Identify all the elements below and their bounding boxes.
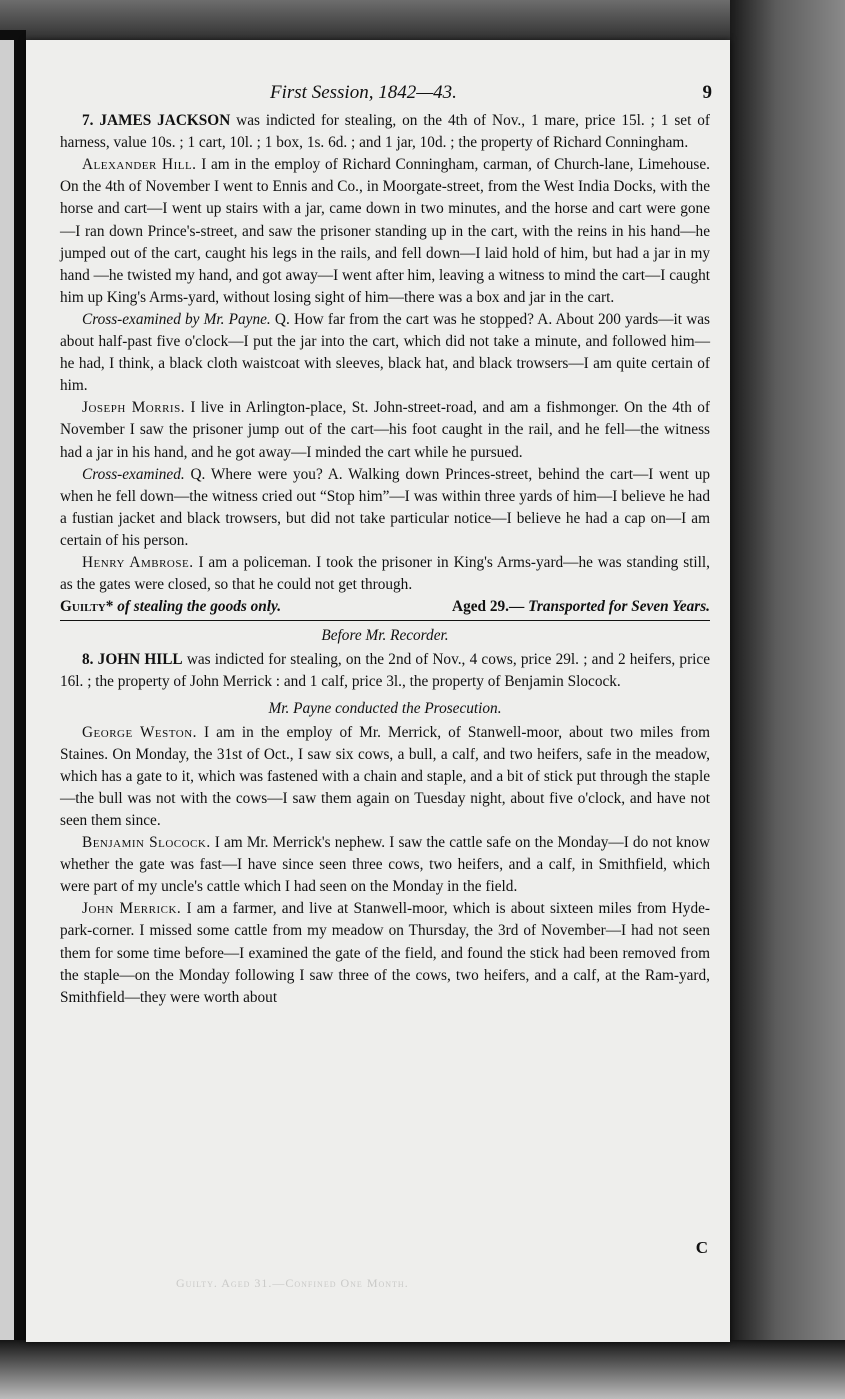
testimony-text: I am in the employ of Mr. Merrick, of Stanwell-moor, about two miles from Staines. On Monday, the 31st of Oct., I saw six cows, a bull, a calf, and two heifers, safe in the meadow, which has a gate to it, which was fastened with a chain and staple, and a bit of stick put through the staple—the bull was not with the cows—I saw them again on Tuesday night, about five o'clock, and have not seen them since. <box>60 723 710 829</box>
case-8-number-name: 8. JOHN HILL <box>82 651 183 669</box>
page-header <box>60 82 710 104</box>
cross-text: Q. How far from the cart was he stopped? A. About 200 yards—it was about half-past five o'clock—I put the jar into the cart, which did not take a minute, and followed him—he had, I think, a black cloth waistcoat with sleeves, black hat, and black trowsers—I am quite certain of him. <box>60 310 710 395</box>
verdict-detail: of stealing the goods only. <box>113 598 282 616</box>
testimony-alexander-hill <box>60 154 710 309</box>
document-page <box>26 40 730 1342</box>
testimony-benjamin-slocock <box>60 832 710 898</box>
case-8-indictment <box>60 649 710 693</box>
witness-name: Henry Ambrose. <box>82 553 194 571</box>
testimony-text: I am in the employ of Richard Conningham, carman, of Church-lane, Limehouse. On the 4th of November I went to Ennis and Co., in Moorgate-street, from the West India Docks, with the horse and cart—I went up stairs with a jar, came down in two minutes, and the horse and cart were gone—I ran down Prince's-street, and saw the prisoner standing up in the cart, with the reins in his hand—he jumped out of the cart, caught his legs in the rails, and fell down—I laid hold of him, but had a jar in my hand —he twisted my hand, and got away—I went after him, leaving a witness to mind the cart—I caught him up King's Arms-yard, without losing sight of him—there was a box and jar in the cart. <box>60 156 710 306</box>
cross-text: Q. Where were you? A. Walking down Princes-street, behind the cart—I went up when he fell down—the witness cried out “Stop him”—I was within three yards of him—I believe he had a fustian jacket and black trowsers, but did not take particular notice—I believe he had a cap on—I am certain of his person. <box>60 465 710 549</box>
testimony-text: I am a policeman. I took the prisoner in King's Arms-yard—he was standing still, as the gates were closed, so that he could not get through. <box>60 553 710 594</box>
witness-name: Alexander Hill. <box>82 156 197 174</box>
case-7-indictment <box>60 110 710 154</box>
scan-border-top <box>0 0 845 44</box>
scan-border-right <box>730 0 845 1399</box>
witness-name: John Merrick. <box>82 900 182 918</box>
signature-mark: C <box>695 1238 708 1257</box>
adjacent-page-edge <box>0 40 14 1340</box>
case-8-indictment-text: was indicted for stealing, on the 2nd of Nov., 4 cows, price 29l. ; and 2 heifers, price 16l. ; the property of John Merrick : and 1 calf, price 3l., the property of Benjamin Slocock. <box>60 651 710 691</box>
scan-border-bottom <box>0 1340 845 1399</box>
testimony-joseph-morris <box>60 397 710 463</box>
testimony-text: I am a farmer, and live at Stanwell-moor, which is about sixteen miles from Hyde-park-corner. I missed some cattle from my meadow on Thursday, the 3rd of November—I had not seen them for some time before—I examined the gate of the field, and found the stick had been removed from the staple—on the Monday following I saw three of the cows, two heifers, and a calf, at the Ram-yard, Smithfield—they were worth about <box>60 900 710 1006</box>
running-title: First Session, 1842—43. <box>270 82 457 103</box>
case-7-number-name: 7. JAMES JACKSON <box>82 112 231 130</box>
page-number: 9 <box>702 82 712 103</box>
case-7-indictment-text: was indicted for stealing, on the 4th of Nov., 1 mare, price 15l. ; 1 set of harness, value 10s. ; 1 cart, 10l. ; 1 box, 1s. 6d. ; and 1 jar, 10d. ; the property of Richard Conningham. <box>60 112 710 152</box>
testimony-george-weston <box>60 722 710 832</box>
cross-label: Cross-examined. <box>82 465 185 483</box>
witness-name: George Weston. <box>82 723 197 741</box>
testimony-john-merrick <box>60 898 710 1008</box>
prosecution-conducted: Mr. Payne conducted the Prosecution. <box>268 699 502 717</box>
testimony-henry-ambrose <box>60 552 710 596</box>
bleed-through-text: Guilty. Aged 31.—Confined One Month. <box>176 1276 409 1290</box>
verdict-sentence: Transported for Seven Years. <box>528 598 710 616</box>
cross-label: Cross-examined by Mr. Payne. <box>82 310 271 328</box>
testimony-text: I am Mr. Merrick's nephew. I saw the cattle safe on the Monday—I do not know whether the gate was fast—I have since seen three cows, two heifers, and a calf, in Smithfield, which were part of my uncle's cattle which I had seen on the Monday in the field. <box>60 834 711 896</box>
verdict-guilty: Guilty* <box>60 598 114 616</box>
before-judge: Before Mr. Recorder. <box>321 627 449 645</box>
witness-name: Benjamin Slocock. <box>82 834 211 852</box>
page-content <box>60 82 710 1009</box>
cross-examination-morris <box>60 464 710 552</box>
cross-examination-hill <box>60 309 710 397</box>
case-7-verdict <box>60 596 710 621</box>
verdict-age: Aged 29.— <box>452 598 525 616</box>
witness-name: Joseph Morris. <box>82 399 186 417</box>
testimony-text: I live in Arlington-place, St. John-street-road, and am a fishmonger. On the 4th of November I saw the prisoner jump out of the cart—his foot caught in the rail, and he fell—the witness had a jar in his hand, and he got away—I minded the cart while he pursued. <box>60 399 710 461</box>
